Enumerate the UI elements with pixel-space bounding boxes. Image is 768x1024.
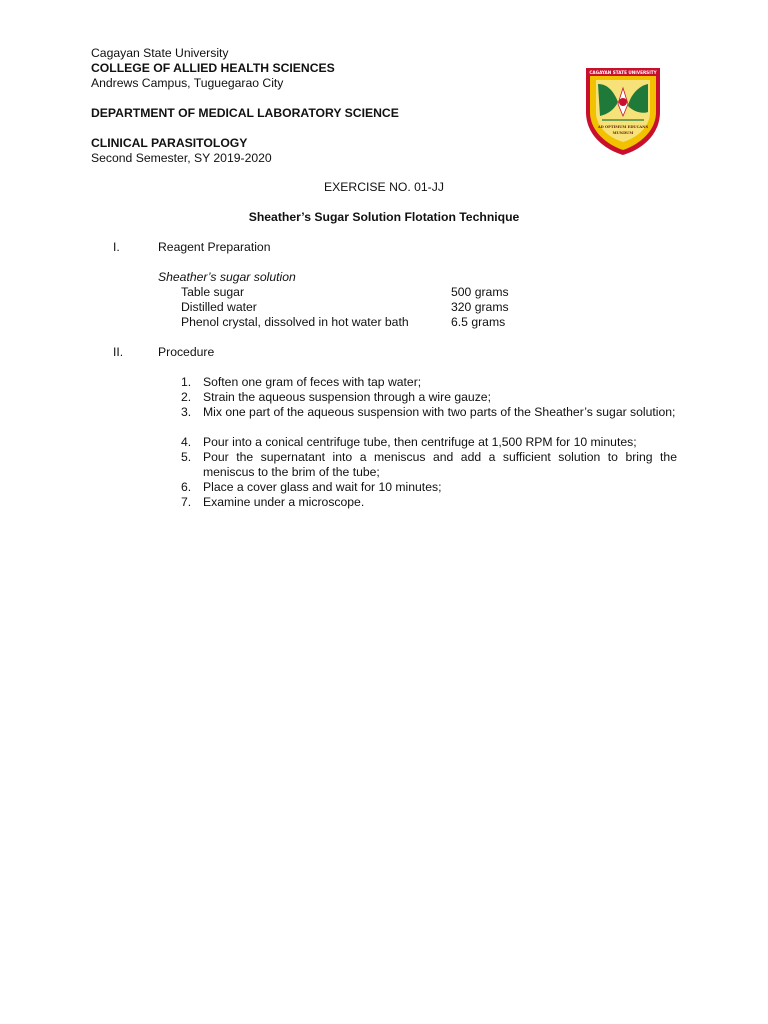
seal-top-text: CAGAYAN STATE UNIVERSITY: [589, 70, 657, 75]
step-text: Examine under a microscope.: [203, 495, 365, 509]
step-number: 1.: [181, 375, 192, 389]
step-number: 7.: [181, 495, 192, 509]
step-text: Pour the supernatant into a meniscus and add a sufficient solution to bring the meniscus to the brim of the tube;: [203, 450, 677, 479]
college-name: COLLEGE OF ALLIED HEALTH SCIENCES: [91, 61, 335, 75]
exercise-title: Sheather’s Sugar Solution Flotation Technique: [248, 210, 520, 224]
seal-motto-line-2: MUNDUM: [612, 131, 634, 135]
section-numeral-procedure: II.: [113, 345, 124, 359]
ingredient-amount: 320 grams: [451, 300, 509, 314]
ingredient-name: Table sugar: [181, 285, 245, 299]
semester-info: Second Semester, SY 2019-2020: [91, 151, 272, 165]
university-seal-logo: [584, 66, 662, 156]
step-number: 4.: [181, 435, 192, 449]
seal-motto-line-1: AD OPTIMUM EDUCANS: [597, 125, 649, 129]
section-heading-reagent: Reagent Preparation: [158, 240, 271, 254]
step-text: Soften one gram of feces with tap water;: [203, 375, 422, 389]
ingredient-amount: 500 grams: [451, 285, 509, 299]
ingredient-name: Phenol crystal, dissolved in hot water bath: [181, 315, 409, 329]
step-number: 3.: [181, 405, 192, 419]
ingredient-amount: 6.5 grams: [451, 315, 506, 329]
department-name: DEPARTMENT OF MEDICAL LABORATORY SCIENCE: [91, 106, 399, 120]
step-number: 6.: [181, 480, 192, 494]
course-title: CLINICAL PARASITOLOGY: [91, 136, 248, 150]
solution-name: Sheather’s sugar solution: [158, 270, 296, 284]
exercise-number: EXERCISE NO. 01-JJ: [324, 180, 444, 194]
step-text: Pour into a conical centrifuge tube, then centrifuge at 1,500 RPM for 10 minutes;: [203, 435, 637, 449]
ingredient-name: Distilled water: [181, 300, 257, 314]
step-text: Place a cover glass and wait for 10 minutes;: [203, 480, 442, 494]
campus-location: Andrews Campus, Tuguegarao City: [91, 76, 284, 90]
step-text: Mix one part of the aqueous suspension with two parts of the Sheather’s sugar solution;: [203, 405, 676, 419]
section-heading-procedure: Procedure: [158, 345, 215, 359]
step-text: Strain the aqueous suspension through a wire gauze;: [203, 390, 491, 404]
section-numeral-reagent: I.: [113, 240, 120, 254]
university-name: Cagayan State University: [91, 46, 229, 60]
step-number: 5.: [181, 450, 192, 464]
step-number: 2.: [181, 390, 192, 404]
